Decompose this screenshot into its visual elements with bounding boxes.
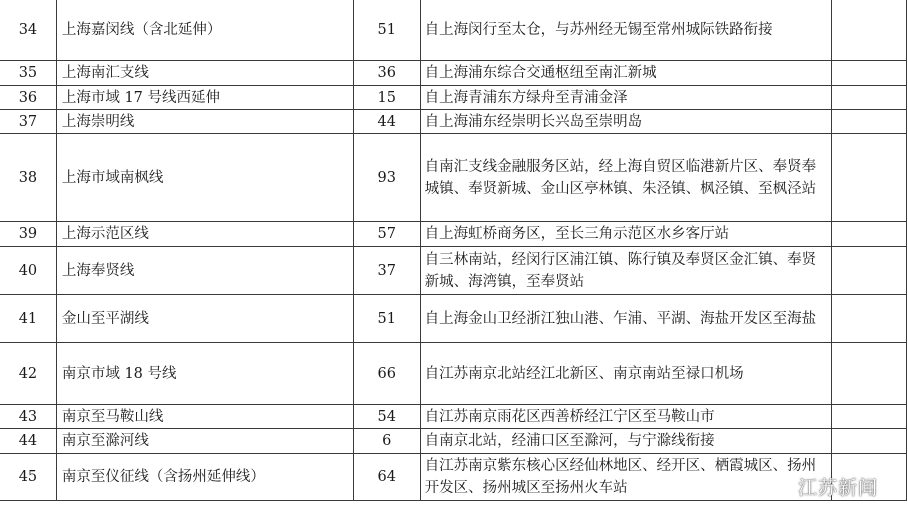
watermark	[768, 473, 878, 500]
line-name: 金山至平湖线	[56, 295, 353, 343]
row-number: 37	[0, 110, 56, 134]
line-name: 南京至滁河线	[56, 429, 353, 454]
row-number: 43	[0, 405, 56, 429]
row-number: 35	[0, 61, 56, 86]
empty-cell	[832, 429, 907, 454]
line-name: 南京市域 18 号线	[56, 343, 353, 405]
line-description: 自上海金山卫经浙江独山港、乍浦、平湖、海盐开发区至海盐	[420, 295, 832, 343]
empty-cell	[832, 61, 907, 86]
table-row	[0, 134, 907, 222]
empty-cell	[832, 86, 907, 110]
row-number: 38	[0, 134, 56, 222]
row-number: 40	[0, 247, 56, 295]
line-name: 南京至仪征线（含扬州延伸线）	[56, 454, 353, 501]
line-name: 上海嘉闵线（含北延伸）	[56, 0, 353, 61]
empty-cell	[832, 134, 907, 222]
table-row	[0, 405, 907, 429]
table-row	[0, 61, 907, 86]
row-number: 44	[0, 429, 56, 454]
line-description: 自江苏南京雨花区西善桥经江宁区至马鞍山市	[420, 405, 832, 429]
line-length: 44	[353, 110, 420, 134]
table-row	[0, 295, 907, 343]
line-name: 南京至马鞍山线	[56, 405, 353, 429]
row-number: 36	[0, 86, 56, 110]
empty-cell	[832, 295, 907, 343]
line-description: 自上海浦东经崇明长兴岛至崇明岛	[420, 110, 832, 134]
line-name: 上海崇明线	[56, 110, 353, 134]
line-name: 上海南汇支线	[56, 61, 353, 86]
empty-cell	[832, 222, 907, 247]
table-row	[0, 343, 907, 405]
row-number: 34	[0, 0, 56, 61]
line-name: 上海示范区线	[56, 222, 353, 247]
line-description: 自江苏南京紫东核心区经仙林地区、经开区、栖霞城区、扬州开发区、扬州城区至扬州火车站	[420, 454, 832, 501]
table-row	[0, 86, 907, 110]
empty-cell	[832, 0, 907, 61]
wechat-icon	[768, 476, 794, 498]
line-description: 自上海浦东综合交通枢纽至南汇新城	[420, 61, 832, 86]
line-length: 15	[353, 86, 420, 110]
line-length: 51	[353, 0, 420, 61]
line-name: 上海市域南枫线	[56, 134, 353, 222]
line-length: 66	[353, 343, 420, 405]
line-length: 93	[353, 134, 420, 222]
line-name: 上海市域 17 号线西延伸	[56, 86, 353, 110]
line-length: 64	[353, 454, 420, 501]
watermark-text: 江苏新闻	[797, 477, 878, 499]
line-length: 36	[353, 61, 420, 86]
line-description: 自南京北站，经浦口区至滁河，与宁滁线衔接	[420, 429, 832, 454]
line-description: 自上海虹桥商务区，至长三角示范区水乡客厅站	[420, 222, 832, 247]
line-name: 上海奉贤线	[56, 247, 353, 295]
line-description: 自上海青浦东方绿舟至青浦金泽	[420, 86, 832, 110]
row-number: 45	[0, 454, 56, 501]
line-length: 51	[353, 295, 420, 343]
empty-cell	[832, 343, 907, 405]
empty-cell	[832, 110, 907, 134]
table-row	[0, 0, 907, 61]
table-row	[0, 247, 907, 295]
empty-cell	[832, 405, 907, 429]
line-length: 6	[353, 429, 420, 454]
table-row	[0, 222, 907, 247]
line-length: 54	[353, 405, 420, 429]
empty-cell	[832, 247, 907, 295]
line-length: 57	[353, 222, 420, 247]
line-length: 37	[353, 247, 420, 295]
table-row	[0, 110, 907, 134]
line-description: 自上海闵行至太仓，与苏州经无锡至常州城际铁路衔接	[420, 0, 832, 61]
row-number: 42	[0, 343, 56, 405]
line-description: 自南汇支线金融服务区站，经上海自贸区临港新片区、奉贤奉城镇、奉贤新城、金山区亭林镇、朱泾镇、枫泾镇、至枫泾站	[420, 134, 832, 222]
row-number: 39	[0, 222, 56, 247]
table-row	[0, 429, 907, 454]
row-number: 41	[0, 295, 56, 343]
line-description: 自三林南站，经闵行区浦江镇、陈行镇及奉贤区金汇镇、奉贤新城、海湾镇，至奉贤站	[420, 247, 832, 295]
line-description: 自江苏南京北站经江北新区、南京南站至禄口机场	[420, 343, 832, 405]
